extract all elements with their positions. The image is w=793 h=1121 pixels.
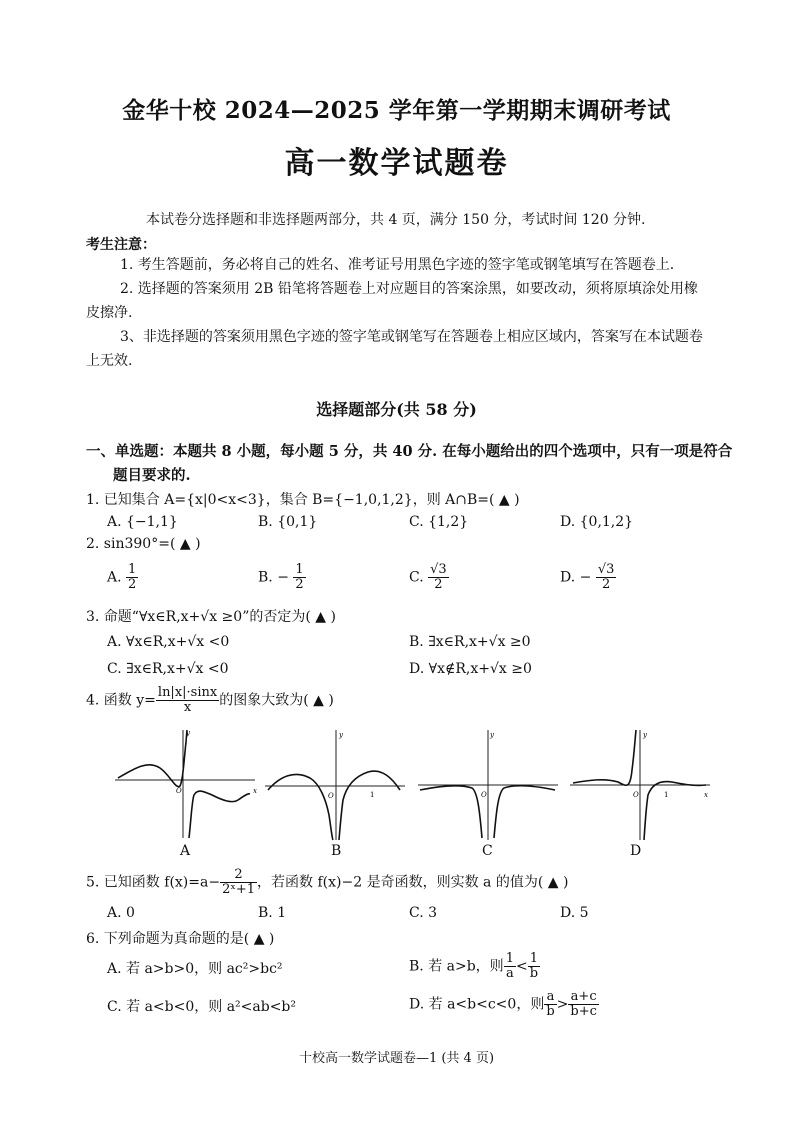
numerator: a <box>544 990 556 1005</box>
numerator: √3 <box>597 562 615 577</box>
denominator: x <box>183 700 192 715</box>
graph-b <box>265 730 405 840</box>
question-3-stem: 3. 命题“∀x∈R,x+√x ≥0”的否定为( ▲ ) <box>86 609 336 625</box>
denominator: 2 <box>434 577 443 592</box>
q6-option-d-label: D. 若 a<b<c<0，则 <box>409 996 545 1013</box>
q6-b-lt: < <box>515 958 528 975</box>
denominator: b+c <box>570 1004 597 1019</box>
graph-a-y-label: y <box>186 729 190 737</box>
q3-option-b: B. ∃x∈R,x+√x ≥0 <box>409 634 531 650</box>
denominator: b <box>529 966 539 981</box>
denominator: 2 <box>295 577 304 592</box>
part-one-heading: 一、单选题：本题共 8 小题，每小题 5 分，共 40 分. 在每小题给出的四个选项中，只有一项是符合题目要求的. <box>86 443 733 484</box>
numerator: a+c <box>568 990 599 1005</box>
denominator: 2 <box>601 577 611 592</box>
q2-option-a-label: A. <box>107 569 122 586</box>
q4-suffix: 的图象大致为( ▲ ) <box>219 692 334 709</box>
q6-option-c: C. 若 a<b<0，则 a²<ab<b² <box>107 999 296 1015</box>
q4-prefix: 4. 函数 y= <box>86 692 156 709</box>
q5-prefix: 5. 已知函数 f(x)=a− <box>86 874 221 891</box>
graph-label-d: D <box>630 843 642 859</box>
section-title: 选择题部分(共 58 分) <box>316 400 477 419</box>
q5-fraction <box>220 868 257 897</box>
q2-option-c-label: C. <box>409 569 424 586</box>
graph-label-c: C <box>482 843 493 859</box>
graph-label-b: B <box>331 843 342 859</box>
graph-a-origin: O <box>176 787 182 795</box>
graph-label-a: A <box>180 843 191 859</box>
q1-option-d: D. {0,1,2} <box>560 514 634 530</box>
denominator: b <box>546 1004 555 1019</box>
q6-option-b <box>409 952 540 981</box>
denominator: 2 <box>128 577 137 592</box>
q1-option-a: A. {−1,1} <box>107 514 178 530</box>
q6-d-frac2 <box>568 990 599 1019</box>
q6-d-gt: > <box>556 996 569 1013</box>
graph-b-y-label: y <box>339 731 343 739</box>
q3-option-a: A. ∀x∈R,x+√x <0 <box>107 634 230 650</box>
q6-option-b-label: B. 若 a>b，则 <box>409 958 504 975</box>
graph-d-tick: 1 <box>664 791 669 799</box>
question-1-stem: 1. 已知集合 A={x|0<x<3}，集合 B={−1,0,1,2}，则 A∩B=( ▲ ) <box>86 492 520 508</box>
question-2-stem: 2. sin390°=( ▲ ) <box>86 536 201 552</box>
graph-b-tick: 1 <box>370 791 375 799</box>
graph-c-y-label: y <box>490 731 494 739</box>
graph-c <box>418 730 558 840</box>
q5-option-c: C. 3 <box>409 905 438 921</box>
q2-option-b-label: B. − <box>258 569 289 586</box>
numerator: 1 <box>505 951 514 966</box>
graph-a <box>115 729 257 838</box>
paper-title: 高一数学试题卷 <box>284 146 509 181</box>
graph-d-x-label: x <box>704 791 708 799</box>
q6-b-frac2 <box>528 952 540 981</box>
numerator: 1 <box>128 562 137 577</box>
q5-option-b: B. 1 <box>258 905 287 921</box>
numerator: 2 <box>220 868 257 883</box>
q6-d-frac1 <box>544 990 556 1019</box>
question-5-stem <box>86 868 568 897</box>
q2-option-d-label: D. − <box>560 569 592 586</box>
notice-heading: 考生注意： <box>86 237 156 253</box>
notice-item-3: 3、非选择题的答案须用黑色字迹的签字笔或钢笔写在答题卷上相应区域内，答案写在本试题卷上无效. <box>86 329 703 369</box>
q1-option-b: B. {0,1} <box>258 514 318 530</box>
denominator: 2ˣ+1 <box>222 882 256 897</box>
q6-b-frac1 <box>504 952 516 981</box>
numerator: 1 <box>295 562 304 577</box>
page-footer: 十校高一数学试题卷—1 (共 4 页) <box>298 1051 495 1066</box>
q6-option-a: A. 若 a>b>0，则 ac²>bc² <box>107 961 283 977</box>
numerator: √3 <box>430 562 447 577</box>
graph-a-x-label: x <box>253 787 257 795</box>
q1-option-c: C. {1,2} <box>409 514 469 530</box>
intro-text: 本试卷分选择题和非选择题两部分，共 4 页，满分 150 分，考试时间 120 分钟. <box>146 212 646 228</box>
q5-suffix: ，若函数 f(x)−2 是奇函数，则实数 a 的值为( ▲ ) <box>257 874 569 891</box>
graph-d <box>570 730 710 840</box>
graph-c-origin: O <box>481 791 487 799</box>
question-6-stem: 6. 下列命题为真命题的是( ▲ ) <box>86 931 275 947</box>
graph-d-origin: O <box>633 791 639 799</box>
graph-d-y-label: y <box>643 731 647 739</box>
notice-item-2: 2. 选择题的答案须用 2B 铅笔将答题卷上对应题目的答案涂黑，如要改动，须将原填涂处用橡皮擦净. <box>86 281 698 321</box>
q3-option-c: C. ∃x∈R,x+√x <0 <box>107 661 229 677</box>
graph-b-origin: O <box>328 792 334 800</box>
exam-title: 金华十校 2024—2025 学年第一学期期末调研考试 <box>122 97 671 124</box>
notice-item-1: 1. 考生答题前，务必将自己的姓名、准考证号用黑色字迹的签字笔或钢笔填写在答题卷上. <box>120 257 675 273</box>
q3-option-d: D. ∀x∉R,x+√x ≥0 <box>409 661 532 677</box>
numerator: ln|x|·sinx <box>157 685 218 700</box>
numerator: 1 <box>528 952 540 967</box>
q5-option-a: A. 0 <box>107 905 135 921</box>
q5-option-d: D. 5 <box>560 905 589 921</box>
q6-option-d <box>409 990 599 1019</box>
denominator: a <box>505 966 514 981</box>
